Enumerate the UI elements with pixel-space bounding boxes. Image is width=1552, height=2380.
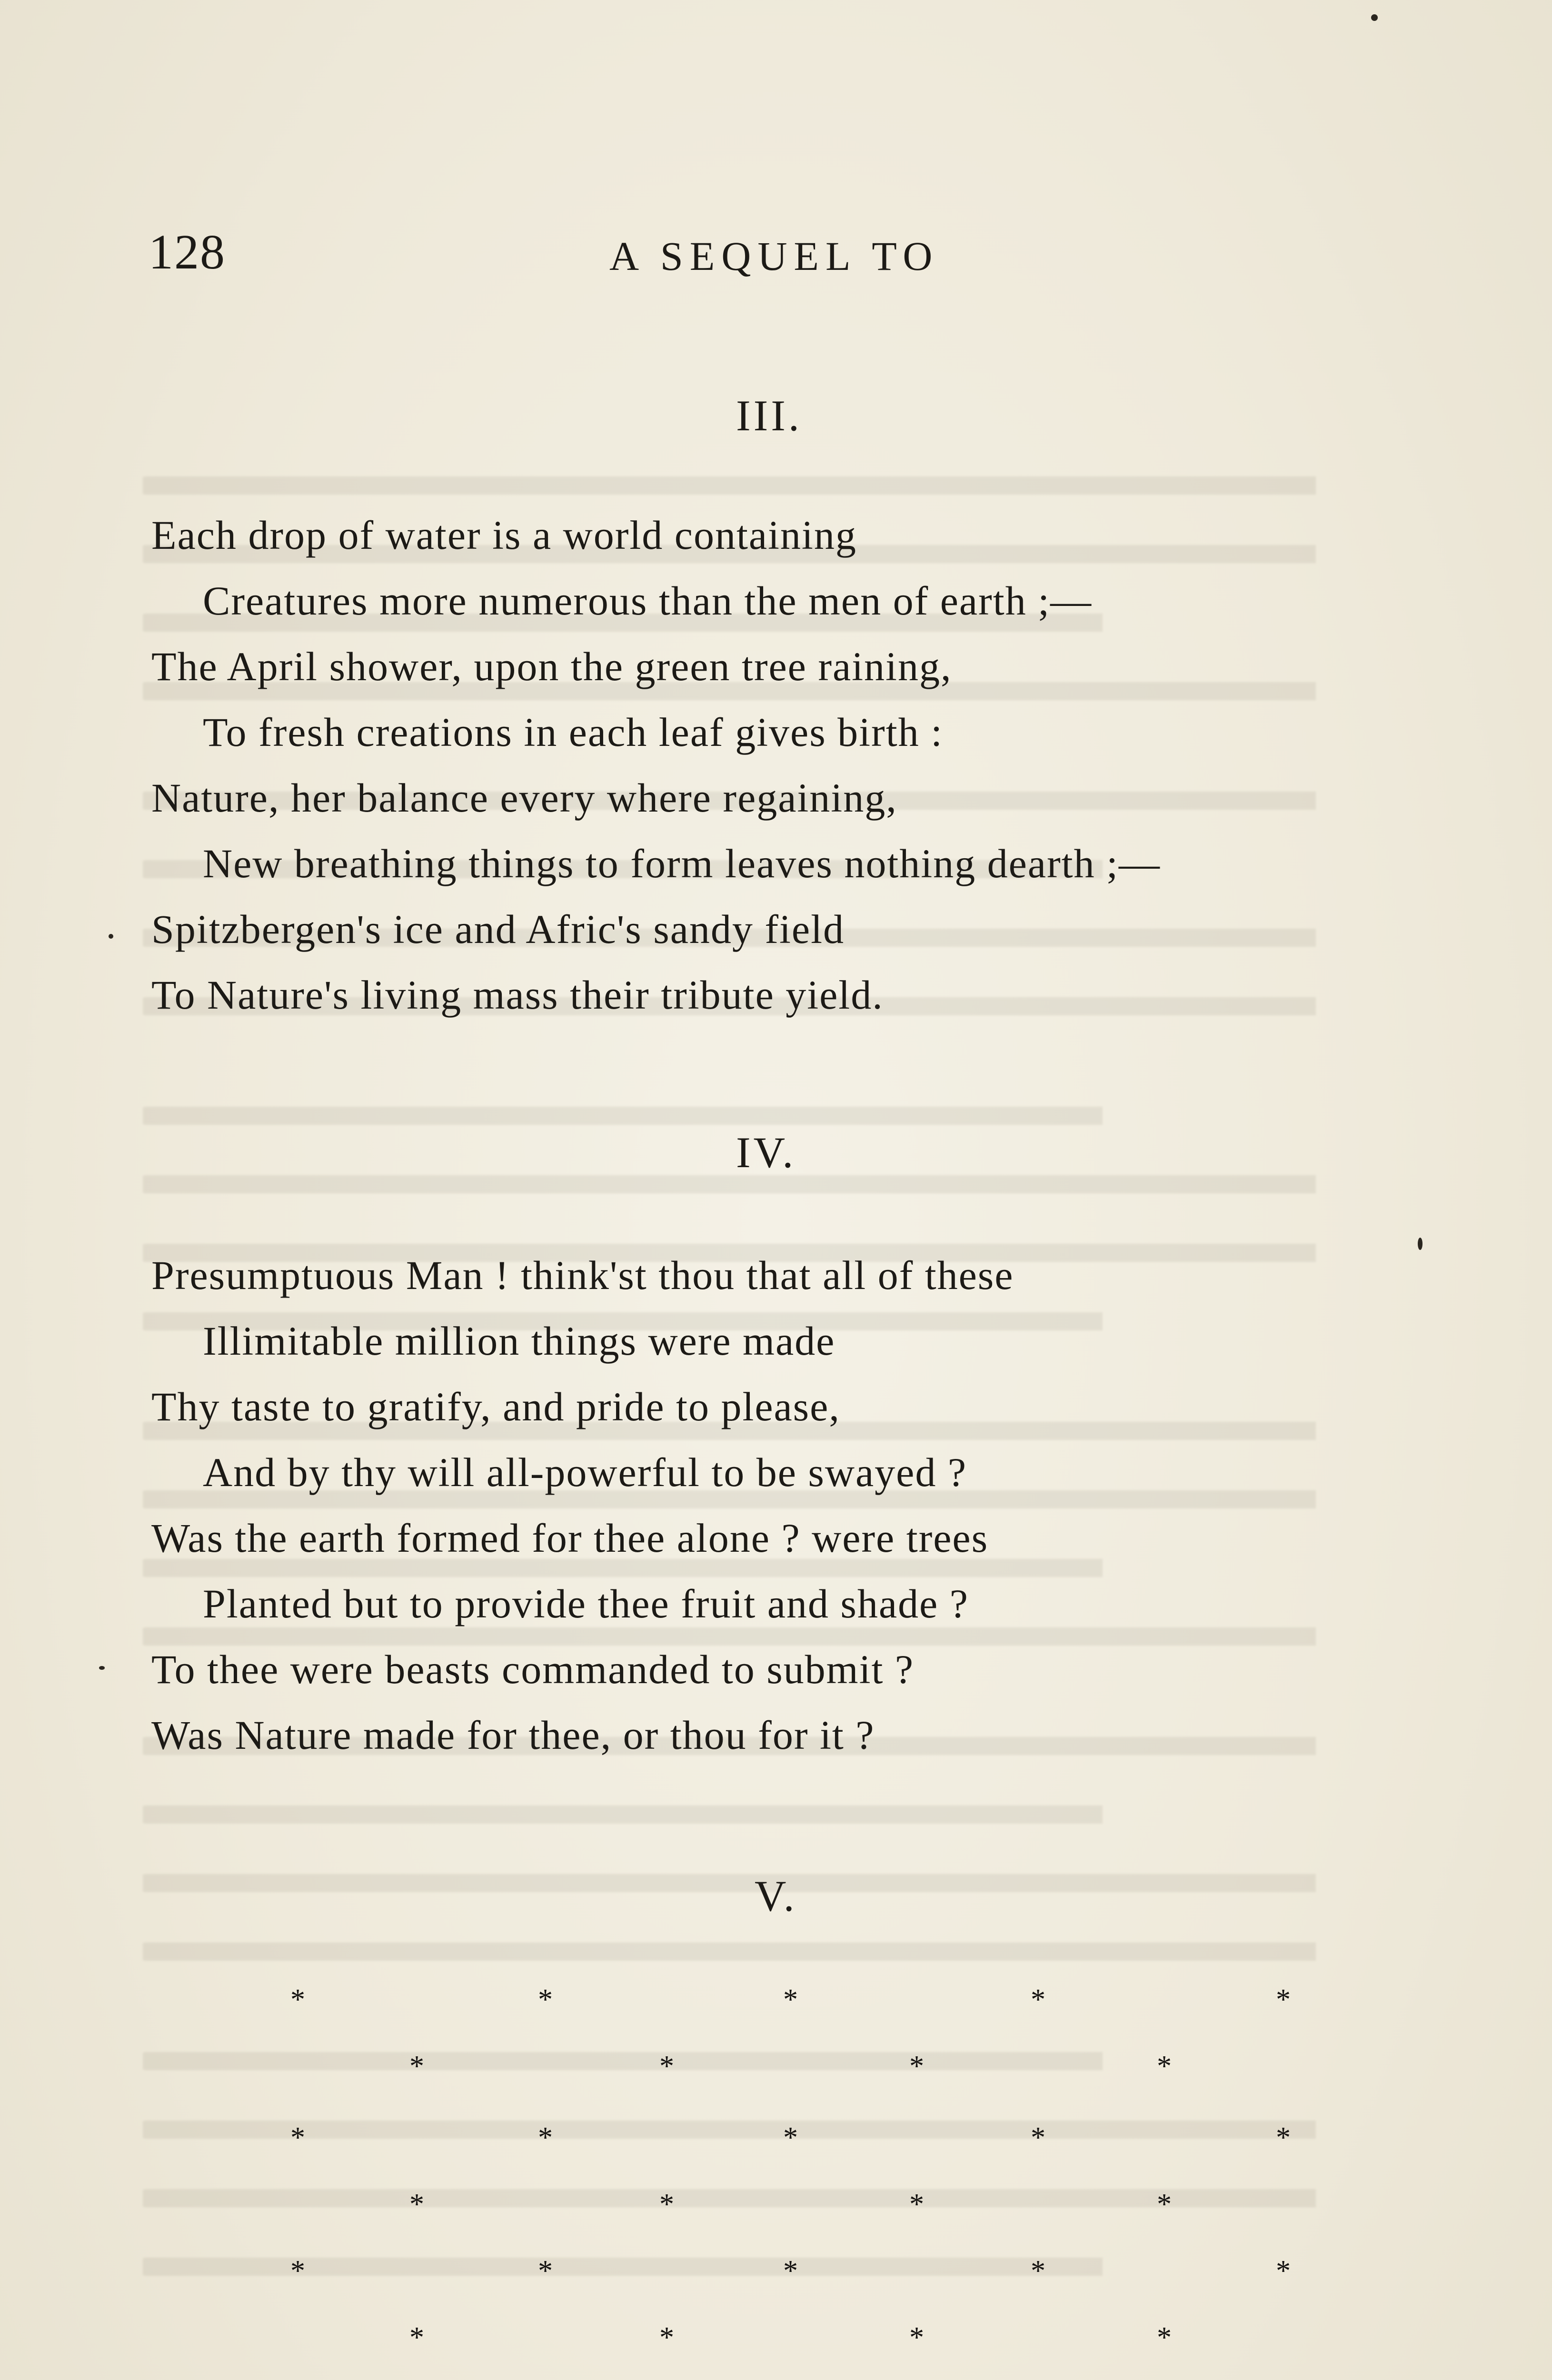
asterisk-mark: * <box>783 1983 798 2016</box>
asterisk-mark: * <box>1276 2122 1291 2154</box>
asterisk-mark: * <box>909 2050 924 2082</box>
page-number: 128 <box>149 225 226 279</box>
asterisk-mark: * <box>659 2321 674 2354</box>
asterisk-mark: * <box>909 2188 924 2221</box>
asterisk-mark: * <box>783 2122 798 2154</box>
asterisk-mark: * <box>409 2188 424 2221</box>
asterisk-mark: * <box>783 2255 798 2287</box>
section-heading-iv: IV. <box>736 1128 796 1177</box>
verse-line: To thee were beasts commanded to submit ? <box>151 1646 915 1692</box>
verse-line: Creatures more numerous than the men of earth ;— <box>203 578 1092 624</box>
verse-line: Thy taste to gratify, and pride to please, <box>151 1384 840 1429</box>
asterisk-mark: * <box>409 2050 424 2082</box>
verse-line: To fresh creations in each leaf gives birth : <box>203 709 943 755</box>
verse-line: The April shower, upon the green tree raining, <box>151 644 952 689</box>
asterisk-mark: * <box>659 2188 674 2221</box>
asterisk-mark: * <box>1031 2122 1045 2154</box>
asterisk-mark: * <box>290 2255 305 2287</box>
verse-line: To Nature's living mass their tribute yield. <box>151 972 884 1018</box>
verse-line: Each drop of water is a world containing <box>151 512 857 558</box>
asterisk-mark: * <box>659 2050 674 2082</box>
asterisk-mark: * <box>409 2321 424 2354</box>
verse-line: Was Nature made for thee, or thou for it ? <box>151 1712 875 1758</box>
verse-line: Nature, her balance every where regaining, <box>151 775 897 821</box>
asterisk-mark: * <box>538 2255 553 2287</box>
asterisk-mark: * <box>538 1983 553 2016</box>
print-speck <box>1418 1238 1423 1250</box>
asterisk-mark: * <box>1157 2188 1172 2221</box>
asterisk-mark: * <box>1031 2255 1045 2287</box>
verse-line: And by thy will all-powerful to be swayed ? <box>203 1449 967 1495</box>
verse-line: Spitzbergen's ice and Afric's sandy field <box>151 906 845 952</box>
asterisk-mark: * <box>909 2321 924 2354</box>
asterisk-mark: * <box>1031 1983 1045 2016</box>
asterisk-mark: * <box>1157 2321 1172 2354</box>
verse-line: Presumptuous Man ! think'st thou that all of these <box>151 1252 1014 1298</box>
section-heading-v: V. <box>755 1872 797 1920</box>
stanza-iv <box>151 1242 1014 1768</box>
verse-line: Planted but to provide thee fruit and shade ? <box>203 1581 969 1626</box>
asterisk-mark: * <box>290 2122 305 2154</box>
asterisk-mark: * <box>1157 2050 1172 2082</box>
print-speck <box>109 934 113 939</box>
asterisk-mark: * <box>1276 2255 1291 2287</box>
stanza-iii <box>151 502 1161 1028</box>
running-head: A SEQUEL TO <box>609 233 939 279</box>
verse-line: Illimitable million things were made <box>203 1318 836 1364</box>
verse-line: New breathing things to form leaves nothing dearth ;— <box>203 841 1161 886</box>
print-speck <box>99 1666 105 1670</box>
asterisk-mark: * <box>538 2122 553 2154</box>
asterisk-mark: * <box>1276 1983 1291 2016</box>
asterisk-mark: * <box>290 1983 305 2016</box>
print-speck <box>1371 14 1378 21</box>
verse-line: Was the earth formed for thee alone ? were trees <box>151 1515 989 1561</box>
section-heading-iii: III. <box>736 391 802 440</box>
